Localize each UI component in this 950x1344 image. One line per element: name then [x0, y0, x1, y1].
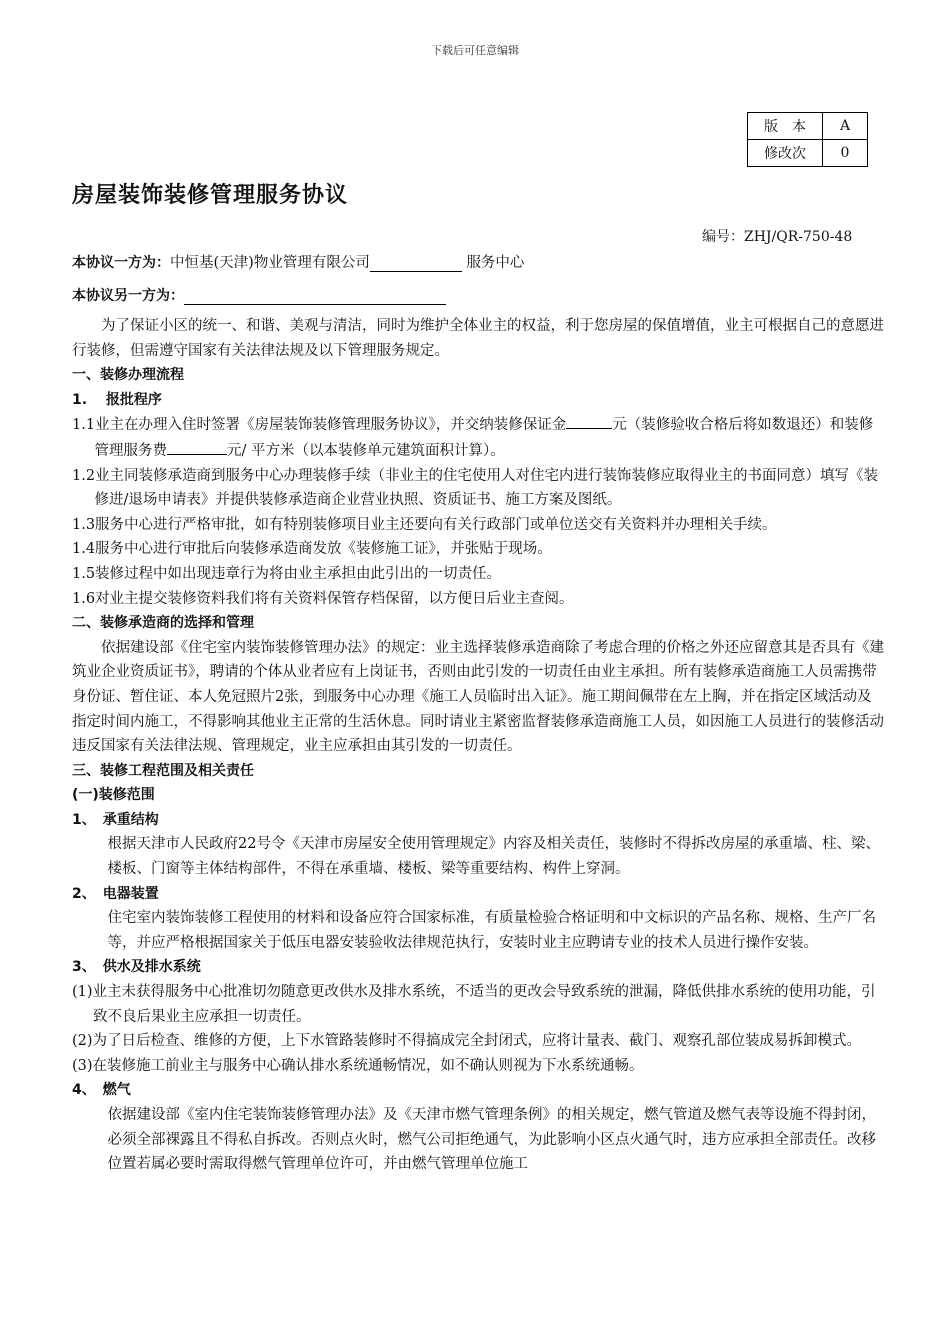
- section-2-heading: 二、装修承造商的选择和管理: [72, 615, 254, 632]
- section-3-heading: 三、装修工程范围及相关责任: [72, 762, 254, 779]
- item-1-6: 1.6对业主提交装修资料我们将有关资料保管存档保留，以方便日后业主查阅。: [72, 590, 574, 607]
- version-value: A: [823, 113, 868, 140]
- party-two-label: 本协议另一方为：: [72, 288, 184, 304]
- item-1-2: 1.2业主同装修承造商到服务中心办理装修手续（非业主的住宅使用人对住宅内进行装饰装修应取得业主的书面同意）填写《装修进/退场申请表》并提供装修承造商企业营业执照、资质证书、施工方案及图纸。: [72, 467, 879, 509]
- revision-label: 修改次: [748, 140, 823, 167]
- electrical-heading: 2、 电器装置: [72, 885, 159, 902]
- fee-blank: [167, 438, 227, 455]
- water-heading: 3、 供水及排水系统: [72, 959, 201, 976]
- version-table: [747, 112, 868, 167]
- intro-paragraph: 为了保证小区的统一、和谐、美观与清洁，同时为维护全体业主的权益，利于您房屋的保值增值，业主可根据自己的意愿进行装修，但需遵守国家有关法律法规及以下管理服务规定。: [72, 318, 884, 359]
- party-one-blank: [370, 255, 462, 272]
- section-1-heading: 一、装修办理流程: [72, 367, 184, 384]
- agreement-body: [72, 314, 884, 1177]
- water-item-3: (3)在装修施工前业主与服务中心确认排水系统通畅情况，如不确认则视为下水系统通畅。: [72, 1057, 644, 1074]
- section-3-subheading: (一)装修范围: [72, 787, 155, 804]
- document-title: 房屋装饰装修管理服务协议: [72, 183, 349, 208]
- party-two-blank: [184, 288, 446, 305]
- version-label: 版 本: [748, 113, 823, 140]
- item-1-4: 1.4服务中心进行审批后向装修承造商发放《装修施工证》，并张贴于现场。: [72, 541, 552, 558]
- structure-heading: 1、 承重结构: [72, 811, 159, 828]
- revision-row: [748, 140, 868, 167]
- gas-body: 依据建设部《室内住宅装饰装修管理办法》及《天津市燃气管理条例》的相关规定，燃气管道及燃气表等设施不得封闭，必须全部裸露且不得私自拆改。否则点火时，燃气公司拒绝通气，为此影响小区点火通气时，违方应承担全部责任。改移位置若属必要时需取得燃气管理单位许可，并由燃气管理单位施工: [107, 1107, 877, 1173]
- section-2-body: 依据建设部《住宅室内装饰装修管理办法》的规定：业主选择装修承造商除了考虑合理的价格之外还应留意其是否具有《建筑业企业资质证书》，聘请的个体从业者应有上岗证书，否则由此引发的一切责任由业主承担。所有装修承造商施工人员需携带身份证、暂住证、本人免冠照片2张，到服务中心办理《施工人员临时出入证》。施工期间佩带在左上胸，并在指定区域活动及指定时间内施工，不得影响其他业主正常的生活休息。同时请业主紧密监督装修承造商施工人员，如因施工人员进行的装修活动违反国家有关法律法规、管理规定，业主应承担由其引发的一切责任。: [72, 639, 884, 755]
- party-two: [72, 285, 446, 305]
- water-item-2: (2)为了日后检查、维修的方便，上下水管路装修时不得搞成完全封闭式，应将计量表、截门、观察孔部位装成易拆卸模式。: [72, 1033, 862, 1050]
- electrical-body: 住宅室内装饰装修工程使用的材料和设备应符合国家标准，有质量检验合格证明和中文标识的产品名称、规格、生产厂名等，并应严格根据国家关于低压电器安装验收法律规范执行，安装时业主应聘请专业的技术人员进行操作安装。: [107, 910, 877, 951]
- party-one-label: 本协议一方为：: [72, 255, 170, 271]
- gas-heading: 4、 燃气: [72, 1082, 131, 1099]
- item-1-1-part-c: 元/ 平方米（以本装修单元建筑面积计算）。: [226, 442, 505, 459]
- water-item-1: (1)业主未获得服务中心批准切勿随意更改供水及排水系统，不适当的更改会导致系统的泄漏，降低供排水系统的使用功能，引致不良后果业主应承担一切责任。: [72, 984, 876, 1025]
- item-1-3: 1.3服务中心进行严格审批，如有特别装修项目业主还要向有关行政部门或单位送交有关资料并办理相关手续。: [72, 516, 777, 533]
- section-1-subheading: 1. 报批程序: [72, 391, 162, 408]
- item-1-1-part-b: 元（装修验收合格后将如数退还）和装修管理服务费: [94, 417, 874, 459]
- structure-body: 根据天津市人民政府22号令《天津市房屋安全使用管理规定》内容及相关责任，装修时不得拆改房屋的承重墙、柱、梁、楼板、门窗等主体结构部件，不得在承重墙、楼板、梁等重要结构、构件上穿洞。: [107, 836, 880, 878]
- party-one-suffix: 服务中心: [466, 255, 525, 271]
- item-1-1: [72, 412, 884, 463]
- deposit-blank: [566, 412, 612, 429]
- item-1-1-part-a: 1.1业主在办理入住时签署《房屋装饰装修管理服务协议》，并交纳装修保证金: [72, 417, 567, 434]
- item-1-5: 1.5装修过程中如出现违章行为将由业主承担由此引出的一切责任。: [72, 565, 502, 582]
- party-one-value: 中恒基(天津)物业管理有限公司: [170, 255, 370, 271]
- party-one: [72, 251, 524, 272]
- page-header-note: 下载后可任意编辑: [431, 44, 519, 57]
- version-row: [748, 113, 868, 140]
- document-number: 编号：ZHJ/QR-750-48: [702, 229, 853, 245]
- revision-value: 0: [823, 140, 868, 167]
